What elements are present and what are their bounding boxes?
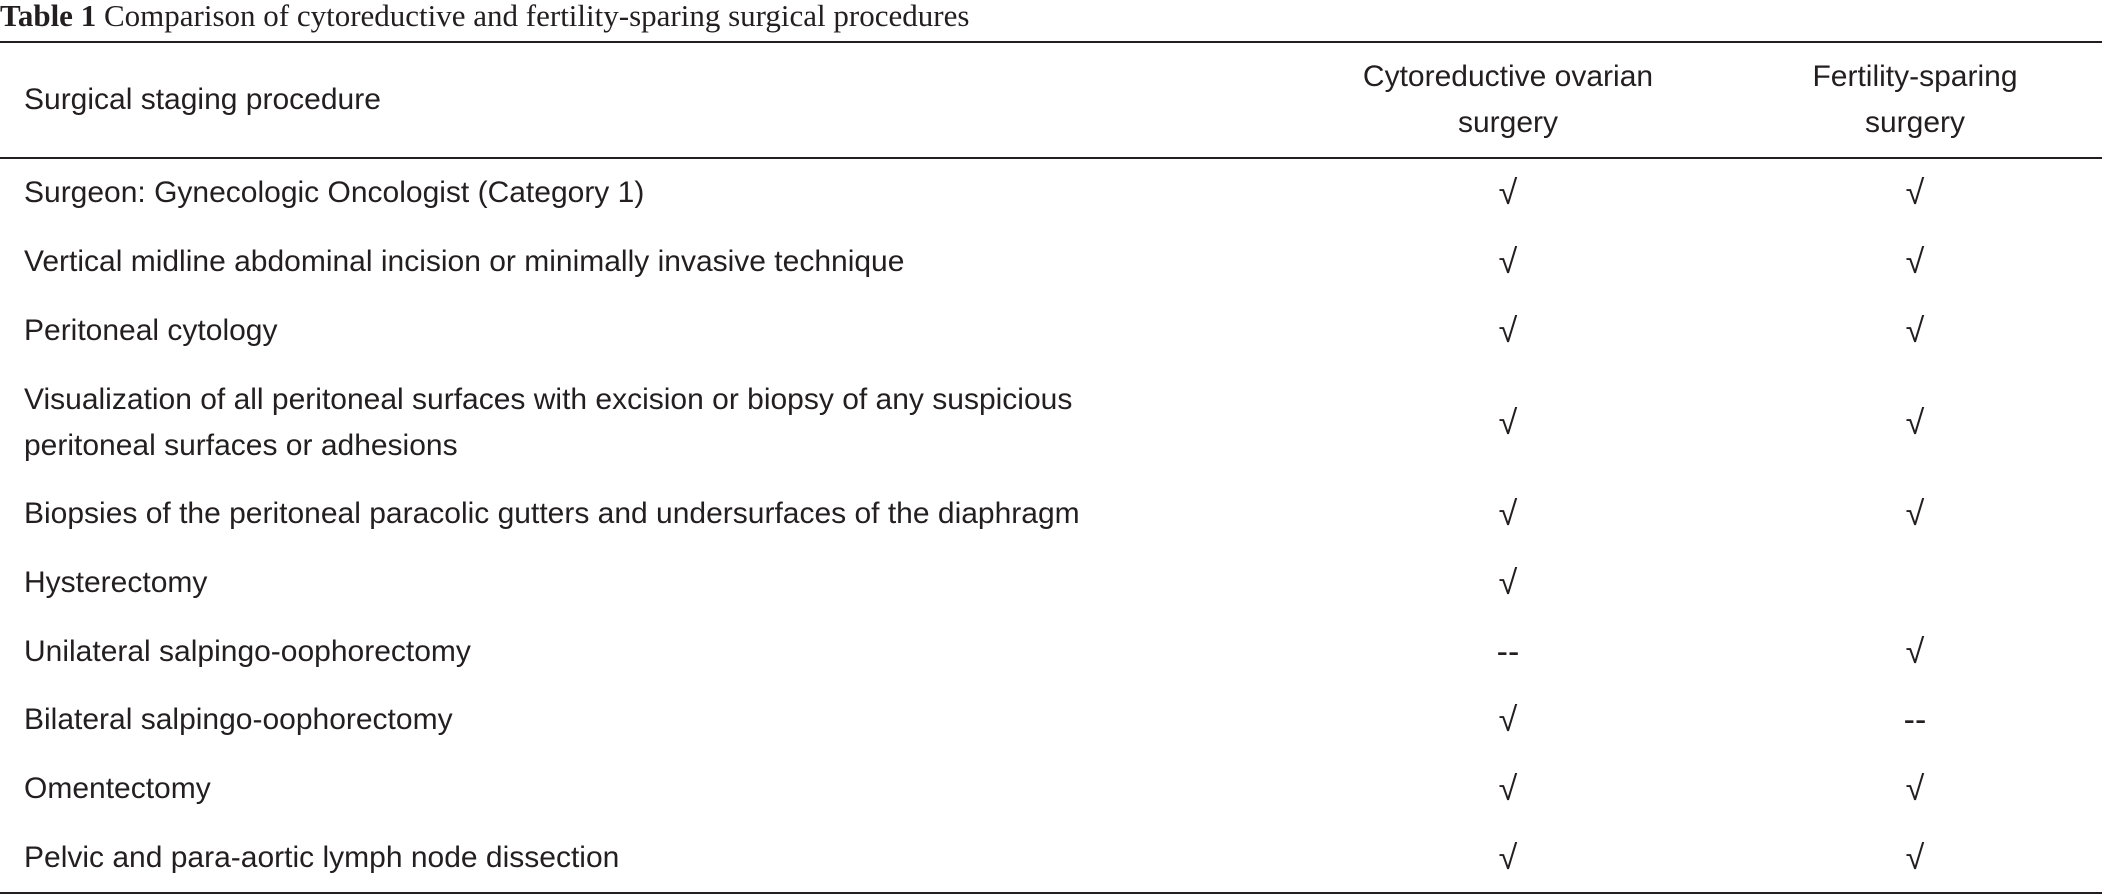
- table-row: [0, 480, 2102, 549]
- header-procedure-label: Surgical staging procedure: [24, 83, 381, 116]
- procedure-cell: Bilateral salpingo-oophorectomy: [24, 703, 453, 737]
- table-caption-label: Table 1: [0, 0, 97, 33]
- fertility-cell: √: [1728, 824, 2102, 894]
- table-row: [0, 365, 2102, 480]
- procedure-cell: Omentectomy: [24, 772, 211, 806]
- header-fertility: [1728, 42, 2102, 158]
- fertility-cell: √: [1905, 495, 1925, 534]
- fertility-cell: --: [1903, 701, 1927, 740]
- procedure-cell: [0, 365, 1288, 480]
- fertility-cell: √: [1905, 174, 1925, 213]
- procedure-cell: Unilateral salpingo-oophorectomy: [24, 634, 471, 668]
- header-procedure: [0, 42, 1288, 158]
- cytoreductive-cell: √: [1498, 243, 1518, 282]
- cytoreductive-cell: √: [1288, 824, 1728, 894]
- fertility-cell: [1728, 549, 2102, 618]
- procedure-cell-line1: Visualization of all peritoneal surfaces with excision or biopsy of any suspicious: [24, 382, 1073, 416]
- table-row: [0, 617, 2102, 686]
- table-row: [0, 686, 2102, 755]
- procedure-cell: Pelvic and para-aortic lymph node dissection: [0, 824, 1288, 894]
- fertility-cell: √: [1905, 632, 1925, 671]
- header-cytoreductive-line2: surgery: [1457, 106, 1559, 139]
- cytoreductive-cell: √: [1498, 564, 1518, 603]
- table-header-row: [0, 42, 2102, 158]
- table-row: [0, 228, 2102, 297]
- header-fertility-line1: Fertility-sparing: [1812, 60, 2018, 93]
- cytoreductive-cell: √: [1498, 311, 1518, 350]
- procedure-cell: Vertical midline abdominal incision or minimally invasive technique: [24, 245, 905, 279]
- table-row: [0, 549, 2102, 618]
- cytoreductive-cell: √: [1498, 495, 1518, 534]
- table-caption: [0, 0, 969, 38]
- cytoreductive-cell: √: [1498, 701, 1518, 740]
- cytoreductive-cell: √: [1498, 403, 1518, 442]
- procedure-cell-line2: peritoneal surfaces or adhesions: [24, 428, 458, 462]
- table-row: [0, 158, 2102, 228]
- header-fertility-line2: surgery: [1864, 106, 1966, 139]
- table-row: [0, 296, 2102, 365]
- table-caption-text: Comparison of cytoreductive and fertility-sparing surgical procedures: [96, 0, 970, 33]
- table-row: [0, 755, 2102, 824]
- fertility-cell: √: [1905, 403, 1925, 442]
- procedure-cell: Hysterectomy: [24, 566, 208, 600]
- comparison-table: [0, 41, 2102, 894]
- cytoreductive-cell: √: [1498, 770, 1518, 809]
- header-cytoreductive: [1288, 42, 1728, 158]
- procedure-cell: Surgeon: Gynecologic Oncologist (Category 1): [24, 176, 645, 210]
- fertility-cell: √: [1905, 243, 1925, 282]
- header-cytoreductive-line1: Cytoreductive ovarian: [1362, 60, 1654, 93]
- procedure-cell: Peritoneal cytology: [24, 313, 278, 347]
- fertility-cell: √: [1905, 311, 1925, 350]
- procedure-cell: Biopsies of the peritoneal paracolic gutters and undersurfaces of the diaphragm: [24, 497, 1080, 531]
- cytoreductive-cell: √: [1498, 174, 1518, 213]
- cytoreductive-cell: --: [1496, 632, 1520, 671]
- fertility-cell: √: [1905, 770, 1925, 809]
- table-row: [0, 824, 2102, 894]
